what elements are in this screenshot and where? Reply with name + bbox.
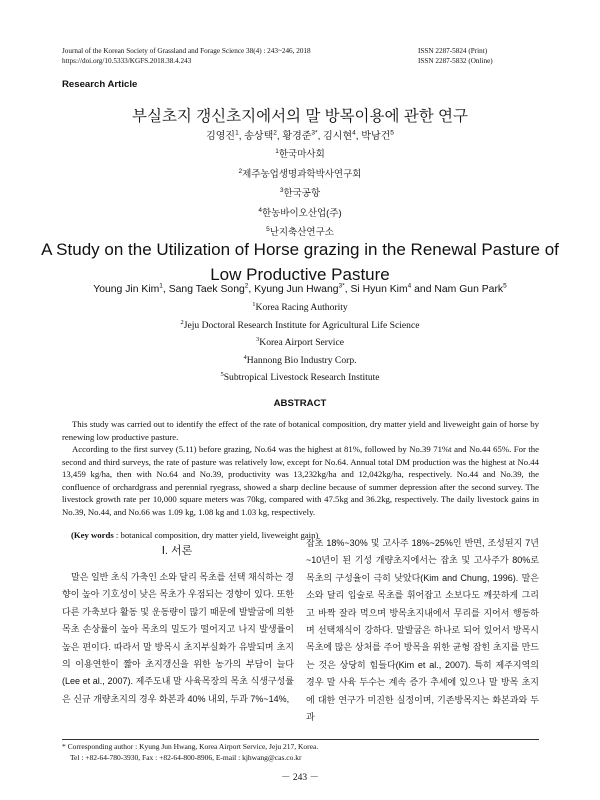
affiliation-line (0, 355, 600, 366)
affiliation-text: Subtropical Livestock Research Institute (223, 372, 380, 383)
running-header-right (418, 46, 493, 66)
doi-link[interactable]: https://doi.org/10.5333/KGFS.2018.38.4.243 (62, 57, 192, 66)
body-paragraph: 잡초 18%~30% 및 고사주 18%~25%인 반면, 조성된지 7년~10년이 된 기성 개량초지에서는 잡초 및 고사주가 80%로 목초의 구성율이 극히 낮았다(Kim and Chung, 1996). 말은 소와 달리 입술로 목초를 휘어잡고 소보다도 깨끗하게 그리고 바짝 잘라 먹으며 방목초지내에서 무리를 지어서 행동하며 선택채식이 강하다. 말발굽은 하나로 되어 있어서 방목시 목초에 많은 상처를 주어 방목을 위한 균형 잡힌 초지를 만드는 것은 상당히 힘들다(Kim et al., 2007). 특히 제주지역의 경우 말 사육 두수는 계속 증가 추세에 있으나 말 방목 초지에 대한 연구가 미진한 실정이며, 기존방목지는 화본과와 두과 (306, 538, 539, 723)
journal-citation: Journal of the Korean Society of Grassland and Forage Science 38(4) : 243~246, 2018 (62, 47, 311, 55)
affiliation-text: Jeju Doctoral Research Institute for Agricultural Life Science (183, 319, 420, 331)
author-affiliation-mark: 5 (503, 282, 507, 290)
affiliation-line (0, 166, 600, 180)
affiliation-line (0, 320, 600, 331)
author-affiliation-mark: 3* (311, 129, 318, 137)
abstract-paragraph: This study was carried out to identify the effect of the rate of botanical composition, dry matter yield and liveweight gain of horse by renewing low productive pasture. (62, 419, 539, 442)
author-affiliation-mark: 4 (407, 282, 412, 290)
affiliation-line (0, 337, 600, 348)
footnote-contact: Tel : +82-64-780-3930, Fax : +82-64-800-8906, E-mail : kjhwang@cas.co.kr (70, 752, 302, 762)
author-affiliation-mark: 1 (159, 282, 163, 290)
affiliation-mark: 4 (258, 206, 262, 214)
affiliation-mark: 3 (256, 335, 260, 343)
abstract-paragraph: According to the first survey (5.11) before grazing, No.64 was the highest at 81%, followed by No.39 71%t and No.44 65%. For the second and third surveys, the rate of pasture was relatively low, except for No.64. Annual total DM production was the highest at No.44 13,459 kg/ha, then with No.64 and No.39, productivity was 13,232kg/ha and 12,042kg/ha, respectively. No.44 and No.39, the confluence of orchardgrass and perennial ryegrass, showed a sharp decline because of summer depression after the second survey. The livestock growth rate per 10,000 square meters was 70kg, compared with 47.5kg and 36.2kg, respectively. The daily livestock gains in No.39, No.44, and No.66 was 1.09 kg, 1.08 kg and 1.03 kg, respectively. (62, 444, 539, 517)
section-heading-introduction: Ⅰ. 서론 (161, 545, 193, 557)
keywords-label: (Key words (71, 530, 114, 540)
affiliation-text: 한국공항 (283, 188, 321, 199)
author-name: Nam Gun Park (434, 284, 504, 295)
author-name: Young Jin Kim (93, 284, 160, 295)
affiliation-line (0, 146, 600, 160)
author-name: Sang Taek Song (168, 284, 245, 295)
affiliation-text: 한국마사회 (278, 149, 325, 160)
author-name: 김시현 (323, 131, 353, 142)
english-authors: Young Jin Kim$^1$, Sang Taek Song$^2$, Kyung Jun Hwang$^{3*}$, Si Hyun Kim$^4$ and Nam Gun Park$^5$ (93, 282, 507, 295)
keywords (71, 530, 318, 540)
affiliation-mark: 1 (252, 300, 256, 308)
footnote-divider (62, 739, 539, 740)
affiliation-mark: 3 (279, 186, 284, 194)
author-affiliation-mark: 3* (338, 282, 345, 290)
affiliation-mark: 5 (220, 370, 224, 378)
korean-authors: 김영진$^1$, 송상택$^2$, 황경준$^{3*}$, 김시현$^4$, 박남건$^5$ (206, 129, 394, 142)
affiliation-text: Korea Racing Authority (255, 302, 348, 313)
author-name: 황경준 (282, 131, 312, 142)
issn-online: ISSN 2287-5832 (Online) (418, 57, 493, 66)
affiliation-text: 한농바이오산업(주) (261, 207, 342, 219)
affiliation-line (0, 224, 600, 238)
affiliation-mark: 1 (275, 147, 279, 155)
affiliation-mark: 2 (238, 167, 243, 175)
author-affiliation-mark: 4 (352, 129, 356, 137)
affiliation-text: Korea Airport Service (259, 337, 344, 348)
affiliation-text: 제주농업생명과학박사연구회 (242, 168, 362, 180)
abstract-body (62, 418, 539, 518)
affiliation-mark: 2 (180, 318, 184, 326)
author-name: 박남건 (361, 131, 391, 142)
author-affiliation-mark: 2 (273, 129, 277, 137)
running-header-left (62, 46, 311, 66)
article-type: Research Article (62, 79, 138, 90)
body-column-left (62, 569, 294, 708)
affiliation-line (0, 372, 600, 383)
affiliation-mark: 4 (243, 353, 247, 361)
body-paragraph: 말은 일반 초식 가축인 소와 달리 목초를 선택 채식하는 경향이 높아 기호성이 낮은 목초가 우점되는 경향이 있다. 또한 다른 가축보다 활동 및 운동량이 많기 때문에 발발굽에 의한 목초 손상률이 높아 목초의 밀도가 떨어지고 나지 발생률이 높은 편이다. 따라서 말 방목시 초지부실화가 유발되며 초지의 이용연한이 짧아 초지갱신을 위한 농가의 부담이 늘다 (Lee et al., 2007). 제주도내 말 사육목장의 목초 식생구성률은 신규 개량초지의 경우 화본과 40% 내외, 두과 7%~14%, (62, 572, 294, 704)
english-title: A Study on the Utilization of Horse grazing in the Renewal Pasture of Low Productive Pasture (41, 240, 559, 284)
issn-print: ISSN 2287-5824 (Print) (418, 47, 488, 55)
affiliation-line (0, 302, 600, 313)
abstract-heading: ABSTRACT (273, 398, 327, 409)
author-name: 김영진 (206, 131, 236, 142)
corresponding-author-footnote (62, 742, 318, 763)
author-affiliation-mark: 1 (235, 129, 239, 137)
author-name: 송상택 (244, 131, 274, 142)
author-name: Si Hyun Kim (350, 284, 408, 295)
affiliation-line (0, 185, 600, 199)
affiliation-text: Hannong Bio Industry Corp. (246, 354, 357, 366)
body-column-right (306, 535, 539, 726)
affiliation-text: 난지축산연구소 (269, 227, 334, 238)
keywords-text: : botanical composition, dry matter yield, liveweight gain) (113, 530, 319, 540)
author-affiliation-mark: 2 (244, 282, 249, 290)
affiliation-line (0, 205, 600, 219)
author-name: Kyung Jun Hwang (254, 284, 339, 295)
author-affiliation-mark: 5 (390, 129, 394, 137)
page-number: － 243 － (280, 773, 319, 783)
affiliation-mark: 5 (266, 225, 270, 233)
footnote-line: * Corresponding author : Kyung Jun Hwang, Korea Airport Service, Jeju 217, Korea. (62, 742, 319, 751)
korean-title: 부실초지 갱신초지에서의 말 방목이용에 관한 연구 (132, 108, 468, 125)
